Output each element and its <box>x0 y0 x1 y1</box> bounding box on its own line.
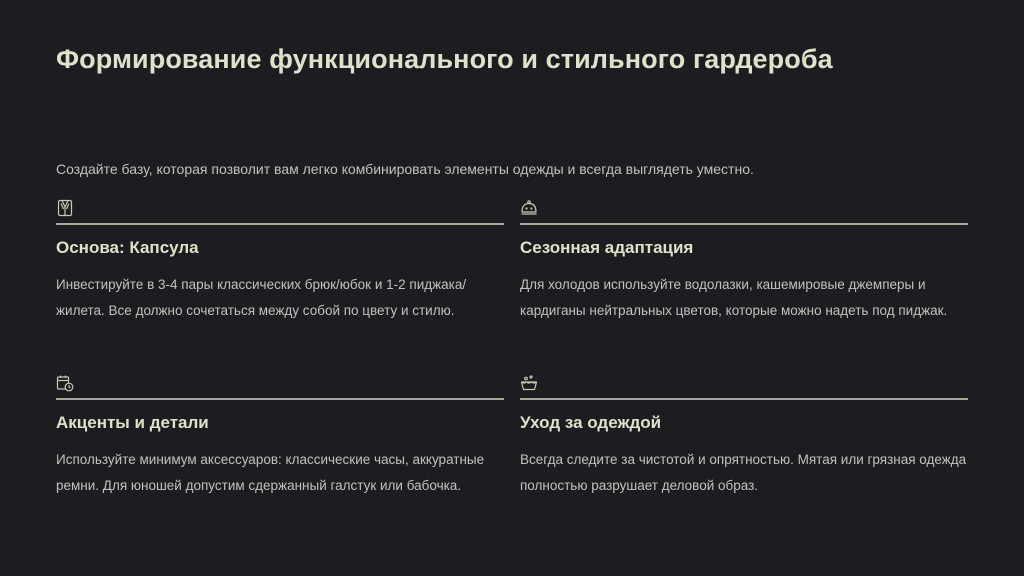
card-title: Уход за одеждой <box>520 413 662 432</box>
card-divider <box>520 398 968 400</box>
snow-cap-icon <box>520 199 538 217</box>
laundry-basin-icon <box>520 374 538 392</box>
slide-subtitle: Создайте базу, которая позволит вам легко комбинировать элементы одежды и всегда выглядеть уместно. <box>56 161 754 177</box>
card-divider <box>56 223 504 225</box>
suit-jacket-icon <box>56 199 74 217</box>
card-text: Инвестируйте в 3-4 пары классических брюк/юбок и 1-2 пиджака/жилета. Все должно сочетаться между собой по цвету и стилю. <box>56 277 467 318</box>
card-title: Сезонная адаптация <box>520 238 694 257</box>
card-divider <box>56 398 504 400</box>
card-divider <box>520 223 968 225</box>
slide-title: Формирование функционального и стильного гардероба <box>56 44 833 74</box>
card-text: Для холодов используйте водолазки, кашемировые джемперы и кардиганы нейтральных цветов, которые можно надеть под пиджак. <box>520 277 948 318</box>
card-text: Всегда следите за чистотой и опрятностью. Мятая или грязная одежда полностью разрушает деловой образ. <box>520 452 967 493</box>
calendar-clock-icon <box>56 374 74 392</box>
card-title: Акценты и детали <box>56 413 209 432</box>
card-text: Используйте минимум аксессуаров: классические часы, аккуратные ремни. Для юношей допустим сдержанный галстук или бабочка. <box>56 452 485 493</box>
card-title: Основа: Капсула <box>56 238 199 257</box>
